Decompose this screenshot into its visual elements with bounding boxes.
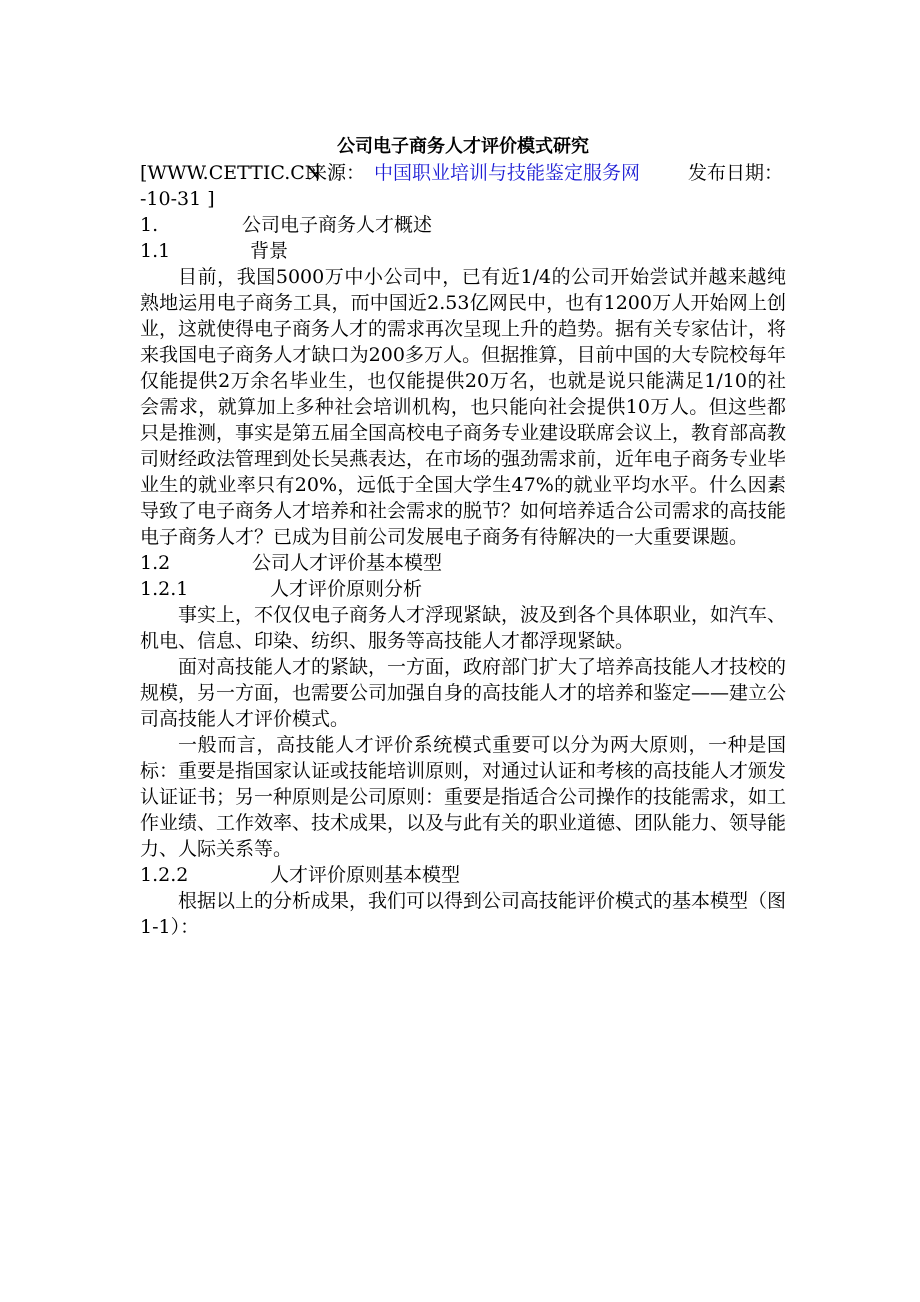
section-title: 公司人才评价基本模型 <box>252 552 443 574</box>
section-title: 人才评价原则分析 <box>270 578 423 600</box>
section-number: 1. <box>140 214 159 236</box>
section-number: 1.1 <box>140 240 171 262</box>
paragraph: 事实上，不仅仅电子商务人才浮现紧缺，波及到各个具体职业，如汽车、机电、信息、印染、纺织、服务等高技能人才都浮现紧缺。 <box>140 604 787 652</box>
section-title: 人才评价原则基本模型 <box>270 864 461 886</box>
section-title: 背景 <box>250 240 289 262</box>
paragraph: 面对高技能人才的紧缺，一方面，政府部门扩大了培养高技能人才技校的规模，另一方面，也需要公司加强自身的高技能人才的培养和鉴定——建立公司高技能人才评价模式。 <box>140 656 787 730</box>
document-content <box>140 134 786 940</box>
section-number: 1.2 <box>140 552 171 574</box>
paragraph-background: 目前，我国5000万中小公司中，已有近1/4的公司开始尝试并越来越纯熟地运用电子商务工具，而中国近2.53亿网民中，也有1200万人开始网上创业，这就使得电子商务人才的需求再次呈现上升的趋势。据有关专家估计，将来我国电子商务人才缺口为200多万人。但据推算，目前中国的大专院校每年仅能提供2万余名毕业生，也仅能提供20万名，也就是说只能满足1/10的社会需求，就算加上多种社会培训机构，也只能向社会提供10万人。但这些都只是推测，事实是第五届全国高校电子商务专业建设联席会议上，教育部高教司财经政法管理到处长吴燕表达，在市场的强劲需求前，近年电子商务专业毕业生的就业率只有20%，远低于全国大学生47%的就业平均水平。什么因素导致了电子商务人才培养和社会需求的脱节？如何培养适合公司需求的高技能电子商务人才？已成为目前公司发展电子商务有待解决的一大重要课题。 <box>140 266 787 548</box>
meta-source-label: 来源： <box>308 162 366 184</box>
section-heading-1-2-1 <box>140 576 786 602</box>
section-heading-1-1 <box>140 238 786 264</box>
section-heading-1-2-2 <box>140 862 786 888</box>
paragraph: 根据以上的分析成果，我们可以得到公司高技能评价模式的基本模型（图1-1）： <box>140 890 787 938</box>
meta-date-label: 发布日期： <box>688 162 784 184</box>
meta-date-value: -10-31 ] <box>140 188 215 210</box>
section-title: 公司电子商务人才概述 <box>242 214 433 236</box>
document-title: 公司电子商务人才评价模式研究 <box>337 136 589 157</box>
section-heading-1 <box>140 212 786 238</box>
meta-site: [WWW.CETTIC.CN <box>140 162 322 184</box>
section-number: 1.2.2 <box>140 864 189 886</box>
section-heading-1-2 <box>140 550 786 576</box>
section-number: 1.2.1 <box>140 578 189 600</box>
paragraph: 一般而言，高技能人才评价系统模式重要可以分为两大原则，一种是国标：重要是指国家认证或技能培训原则，对通过认证和考核的高技能人才颁发认证证书；另一种原则是公司原则：重要是指适合公司操作的技能需求，如工作业绩、工作效率、技术成果，以及与此有关的职业道德、团队能力、领导能力、人际关系等。 <box>140 734 787 860</box>
meta-source-link[interactable]: 中国职业培训与技能鉴定服务网 <box>374 162 641 184</box>
meta-line <box>140 160 786 186</box>
